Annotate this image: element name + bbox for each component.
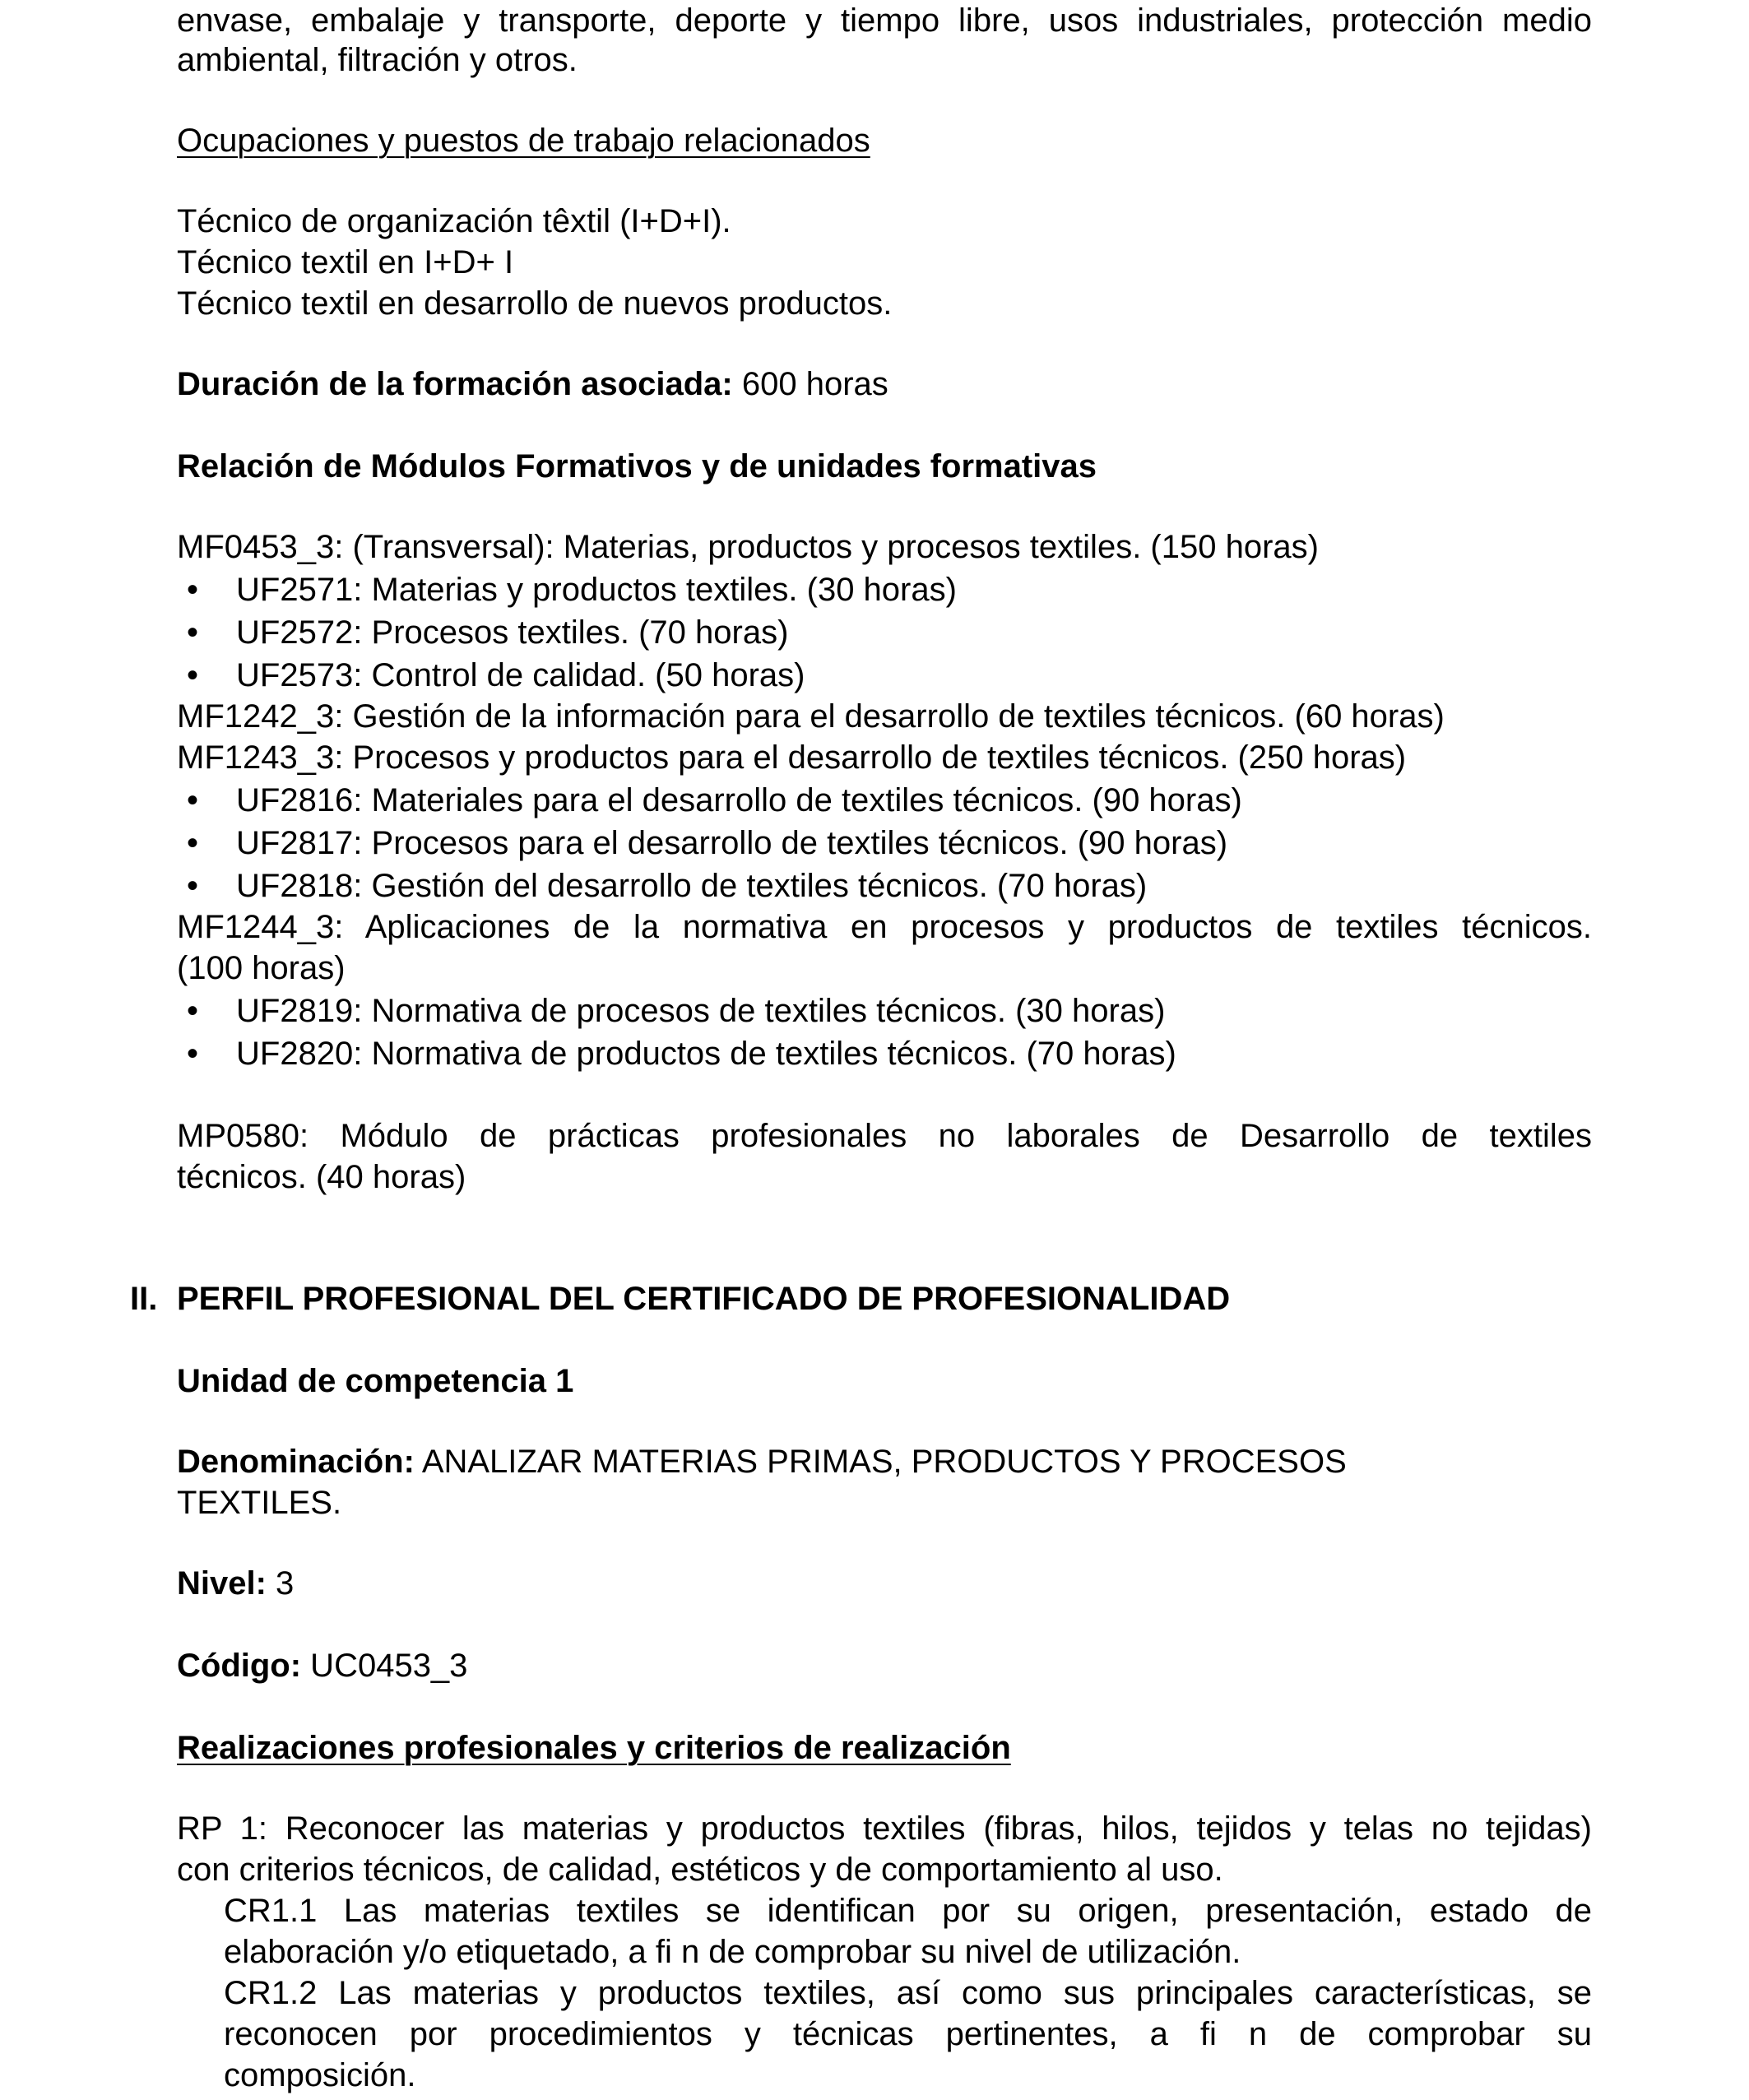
duration-value: 600 horas (732, 366, 888, 402)
nivel-label: Nivel: (177, 1565, 267, 1602)
module-mf1243: MF1243_3: Procesos y productos para el desarrollo de textiles técnicos. (250 horas) (177, 739, 1407, 776)
list-item (177, 990, 1592, 1033)
rp1-line-2: con criterios técnicos, de calidad, estéticos y de comportamiento al uso. (177, 1852, 1223, 1888)
bullet-icon: • (186, 993, 198, 1029)
cr12-line-3: composición. (224, 2057, 416, 2093)
denominacion-line-1 (177, 1441, 1592, 1482)
list-item (177, 1033, 1592, 1076)
cr12-line-2: reconocen por procedimientos y técnicas pertinentes, a fi n de comprobar su (224, 2016, 1592, 2052)
intro-line-2: ambiental, filtración y otros. (177, 42, 578, 78)
bullet-icon: • (186, 572, 198, 608)
module-mp0580-line-2: técnicos. (40 horas) (177, 1159, 466, 1195)
codigo-line (177, 1645, 1592, 1686)
unit-uf2572: UF2572: Procesos textiles. (70 horas) (236, 614, 789, 651)
cr11-line-2: elaboración y/o etiquetado, a fi n de comprobar su nivel de utilización. (224, 1934, 1241, 1970)
unit-uf2818: UF2818: Gestión del desarrollo de textiles técnicos. (70 horas) (236, 868, 1148, 904)
nivel-value: 3 (266, 1565, 295, 1602)
denominacion-label: Denominación: (177, 1444, 415, 1480)
bullet-icon: • (186, 868, 198, 904)
realizaciones-heading-text: Realizaciones profesionales y criterios de realización (177, 1730, 1011, 1766)
modules-heading: Relación de Módulos Formativos y de unidades formativas (177, 448, 1097, 484)
bullet-icon: • (186, 782, 198, 818)
cr11-line-1: CR1.1 Las materias textiles se identifican por su origen, presentación, estado de (224, 1893, 1592, 1929)
unit-uf2819: UF2819: Normativa de procesos de textiles técnicos. (30 horas) (236, 993, 1166, 1029)
bullet-icon: • (186, 1036, 198, 1072)
list-item (177, 655, 1592, 698)
nivel-line (177, 1563, 1592, 1604)
list-item (177, 823, 1592, 865)
bullet-icon: • (186, 614, 198, 651)
module-mf1244-line-2: (100 horas) (177, 950, 346, 986)
codigo-label: Código: (177, 1648, 302, 1684)
module-mf1242: MF1242_3: Gestión de la información para el desarrollo de textiles técnicos. (60 horas) (177, 698, 1445, 735)
rp1-line-1: RP 1: Reconocer las materias y productos textiles (fibras, hilos, tejidos y telas no tejidas) (177, 1810, 1592, 1847)
module-mf0453: MF0453_3: (Transversal): Materias, productos y procesos textiles. (150 horas) (177, 529, 1319, 565)
unit-uf2820: UF2820: Normativa de productos de textiles técnicos. (70 horas) (236, 1036, 1176, 1072)
section-title: PERFIL PROFESIONAL DEL CERTIFICADO DE PROFESIONALIDAD (177, 1281, 1231, 1317)
list-item (177, 612, 1592, 655)
unit-uf2571: UF2571: Materias y productos textiles. (30 horas) (236, 572, 957, 608)
unit-uf2573: UF2573: Control de calidad. (50 horas) (236, 657, 805, 693)
unit-uf2816: UF2816: Materiales para el desarrollo de textiles técnicos. (90 horas) (236, 782, 1242, 818)
occupations-heading-text: Ocupaciones y puestos de trabajo relacionados (177, 123, 870, 159)
section-number: II. (130, 1281, 158, 1317)
codigo-value: UC0453_3 (301, 1648, 468, 1684)
realizaciones-heading (177, 1727, 1592, 1769)
occupation-item: Técnico de organización têxtil (I+D+I). (177, 203, 731, 239)
occupation-item: Técnico textil en desarrollo de nuevos productos. (177, 285, 893, 322)
unit-uf2817: UF2817: Procesos para el desarrollo de textiles técnicos. (90 horas) (236, 825, 1228, 861)
list-item (177, 780, 1592, 823)
bullet-icon: • (186, 825, 198, 861)
module-mf1244-line-1: MF1244_3: Aplicaciones de la normativa en procesos y productos de textiles técnicos. (177, 909, 1592, 945)
occupations-heading (177, 120, 1592, 161)
list-item (177, 865, 1592, 908)
intro-line-1: envase, embalaje y transporte, deporte y tiempo libre, usos industriales, protección medio (177, 2, 1592, 39)
list-item (177, 569, 1592, 612)
occupation-item: Técnico textil en I+D+ I (177, 244, 514, 280)
module-mp0580-line-1: MP0580: Módulo de prácticas profesionales no laborales de Desarrollo de textiles (177, 1118, 1592, 1154)
duration-label: Duración de la formación asociada: (177, 366, 733, 402)
bullet-icon: • (186, 657, 198, 693)
cr12-line-1: CR1.2 Las materias y productos textiles, así como sus principales características, se (224, 1975, 1592, 2011)
unit-heading: Unidad de competencia 1 (177, 1363, 574, 1399)
denominacion-value: ANALIZAR MATERIAS PRIMAS, PRODUCTOS Y PROCESOS (414, 1444, 1347, 1480)
duration-line (177, 364, 1592, 405)
denominacion-line-2: TEXTILES. (177, 1485, 342, 1521)
